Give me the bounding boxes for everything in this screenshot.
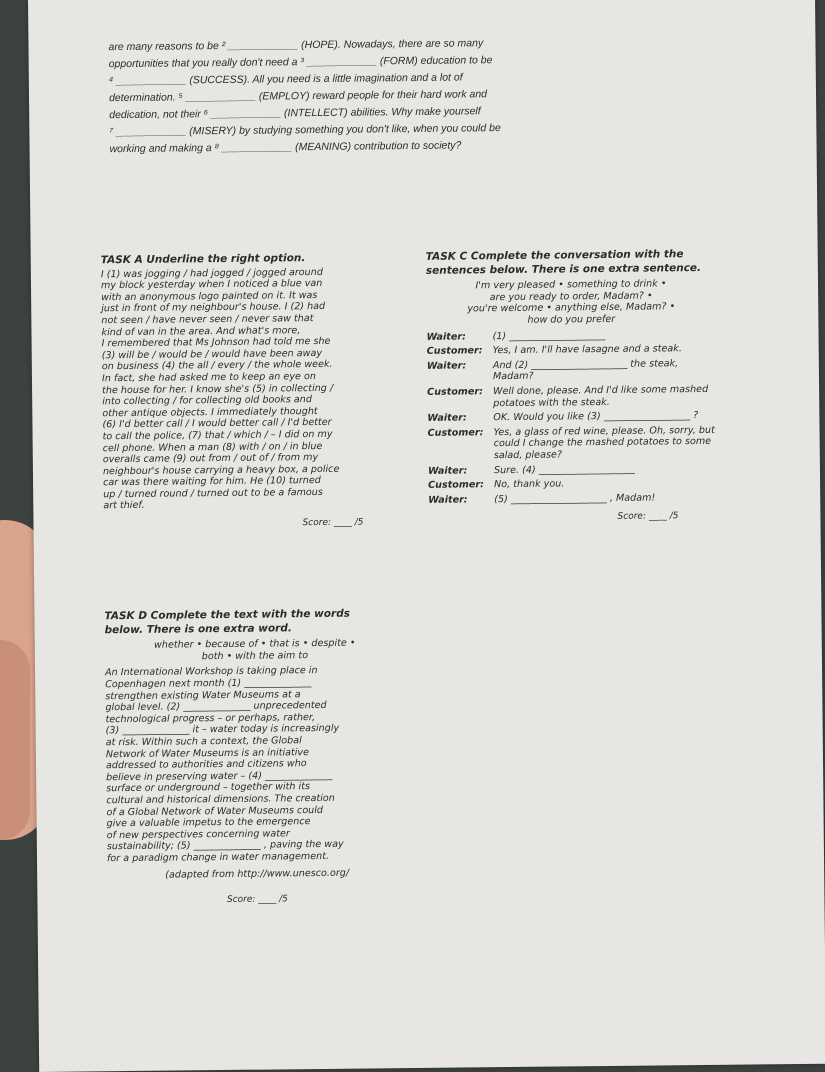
task-d-line: Copenhagen next month (1) ______________	[105, 677, 312, 691]
exercise-line: are many reasons to be ² ____________ (HOPE). Nowadays, there are so many	[108, 37, 484, 54]
task-c-title: sentences below. There is one extra sentence.	[425, 261, 702, 277]
task-a-line: I remembered that Ms Johnson had told me she	[101, 336, 331, 350]
utterance: OK. Would you like (3) __________________ ?	[493, 410, 699, 424]
speaker: Waiter:	[427, 464, 468, 477]
task-d-line: Network of Water Museums is an initiative	[105, 746, 310, 760]
task-a-line: overalls came (9) out from / out of / from my	[102, 452, 319, 466]
task-c-options	[426, 278, 716, 327]
speaker: Customer:	[427, 386, 484, 398]
task-d-line: strengthen existing Water Museums at a	[105, 688, 301, 702]
utterance: (1) ____________________	[492, 329, 606, 342]
utterance: No, thank you.	[494, 478, 565, 491]
task-d-line: of a Global Network of Water Museums could	[106, 804, 324, 818]
task-d-line: (3) ______________ it – water today is increasingly	[105, 723, 340, 737]
task-d-line: give a valuable impetus to the emergence	[106, 816, 311, 830]
source-citation: (adapted from http://www.unesco.org/	[165, 868, 350, 882]
task-d-line: surface or underground – together with its	[106, 781, 311, 795]
exercise-line: ⁴ ____________ (SUCCESS). All you need is a little imagination and a lot of	[108, 71, 463, 88]
task-a-line: (3) will be / would be / would have been away	[101, 347, 323, 361]
dialogue-turn	[428, 462, 718, 477]
option-line: how do you prefer	[527, 313, 616, 326]
task-a-line: on business (4) the all / every / the whole week.	[101, 359, 333, 373]
dialogue-turn	[427, 384, 717, 410]
task-d-line: for a paradigm change in water management.	[106, 850, 330, 865]
worksheet-page	[28, 0, 825, 1072]
task-d-line: believe in preserving water – (4) ______________	[106, 769, 333, 783]
task-c-score: Score: ____ /5	[617, 511, 679, 523]
task-a-line: into collecting / for collecting old books and	[102, 394, 312, 408]
utterance: Sure. (4) ____________________	[493, 463, 635, 476]
option-line: whether • because of • that is • despite •	[153, 637, 356, 651]
utterance: (5) ____________________ , Madam!	[494, 492, 656, 505]
task-d-line: technological progress – or perhaps, rather,	[105, 711, 316, 725]
exercise-line: determination. ⁵ ____________ (EMPLOY) reward people for their hard work and	[108, 88, 488, 105]
task-a-line: I (1) was jogging / had jogged / jogged around	[100, 266, 323, 280]
task-d-line: An International Workshop is taking place in	[104, 665, 318, 679]
task-a-line: with an anonymous logo painted on it. It was	[101, 289, 318, 304]
speaker: Waiter:	[427, 412, 467, 424]
task-c-title: TASK C Complete the conversation with the	[425, 248, 684, 263]
dialogue-turn	[427, 410, 717, 425]
task-a-line: my block yesterday when I noticed a blue van	[100, 278, 323, 292]
dialogue-turn	[426, 328, 716, 343]
task-a-line: other antique objects. I immediately thought	[102, 405, 318, 419]
task-d-line: global level. (2) ______________ unprecedented	[105, 700, 327, 714]
task-a-line: up / turned round / turned out to be a famous	[103, 486, 323, 501]
task-a-line: art thief.	[103, 500, 145, 512]
option-line: are you ready to order, Madam? •	[489, 290, 653, 303]
task-c	[426, 249, 719, 535]
task-a-line: neighbour's house carrying a heavy box, a police	[102, 463, 340, 477]
dialogue-turn	[428, 491, 718, 506]
option-line: both • with the aim to	[201, 649, 309, 662]
exercise-line: working and making a ⁸ ____________ (MEANING) contribution to society?	[109, 139, 462, 156]
task-a-line: to call the police, (7) that / which / – I did on my	[102, 428, 333, 443]
dialogue-turn	[427, 425, 717, 463]
dialogue-turn	[427, 343, 717, 358]
utterance: And (2) ____________________ the steak, Madam?	[492, 357, 679, 383]
task-d-title: below. There is one extra word.	[104, 621, 292, 636]
word-formation-exercise	[108, 33, 729, 158]
task-a-line: the house for her. I know she's (5) in collecting /	[102, 382, 334, 396]
task-d-title: TASK D Complete the text with the words	[104, 607, 351, 623]
task-a-title: TASK A Underline the right option.	[100, 252, 306, 267]
task-d-line: sustainability; (5) ______________ , paving the way	[106, 839, 344, 853]
exercise-line: dedication, not their ⁶ ____________ (INTELLECT) abilities. Why make yourself	[109, 105, 481, 122]
task-a	[101, 252, 404, 541]
task-a-line: car was there waiting for him. He (10) turned	[103, 475, 321, 489]
task-d-line: addressed to authorities and citizens who	[105, 758, 307, 772]
option-line: you're welcome • anything else, Madam? •	[467, 301, 676, 315]
dialogue-turn	[427, 358, 717, 384]
task-d	[104, 608, 407, 917]
task-a-line: (6) I'd better call / I would better call / I'd better	[102, 417, 332, 431]
speaker: Customer:	[426, 345, 483, 358]
dialogue-turn	[428, 477, 718, 492]
task-d-line: of new perspectives concerning water	[106, 827, 290, 841]
speaker: Waiter:	[426, 360, 467, 372]
task-d-options	[105, 637, 405, 663]
speaker: Customer:	[428, 479, 485, 491]
task-d-line: cultural and historical dimensions. The creation	[106, 792, 335, 807]
hand-thumb	[0, 640, 30, 840]
task-a-line: just in front of my neighbour's house. I (2) had	[101, 301, 326, 315]
task-d-score: Score: ____ /5	[226, 894, 288, 906]
utterance: Well done, please. And I'd like some mashed potatoes with the steak.	[493, 383, 709, 409]
speaker: Waiter:	[428, 494, 468, 506]
task-a-line: cell phone. When a man (8) with / on / in blue	[102, 440, 323, 454]
exercise-line: ⁷ ____________ (MISERY) by studying something you don't like, when you could be	[109, 122, 501, 139]
utterance: Yes, I am. I'll have lasagne and a steak.	[492, 343, 682, 357]
option-line: I'm very pleased • something to drink •	[475, 278, 667, 292]
speaker: Customer:	[427, 426, 484, 439]
task-a-score: Score: ____ /5	[302, 517, 364, 529]
utterance: Yes, a glass of red wine, please. Oh, sorry, but could I change the mashed potatoes to some salad, please?	[493, 424, 715, 462]
exercise-line: opportunities that you really don't need a ³ ____________ (FORM) education to be	[108, 54, 493, 71]
task-d-line: at risk. Within such a context, the Global	[105, 735, 302, 749]
task-a-line: not seen / have never seen / never saw that	[101, 312, 314, 327]
speaker: Waiter:	[426, 330, 466, 343]
task-a-line: In fact, she had asked me to keep an eye on	[101, 370, 316, 385]
task-a-line: kind of van in the area. And what's more,	[101, 324, 301, 338]
